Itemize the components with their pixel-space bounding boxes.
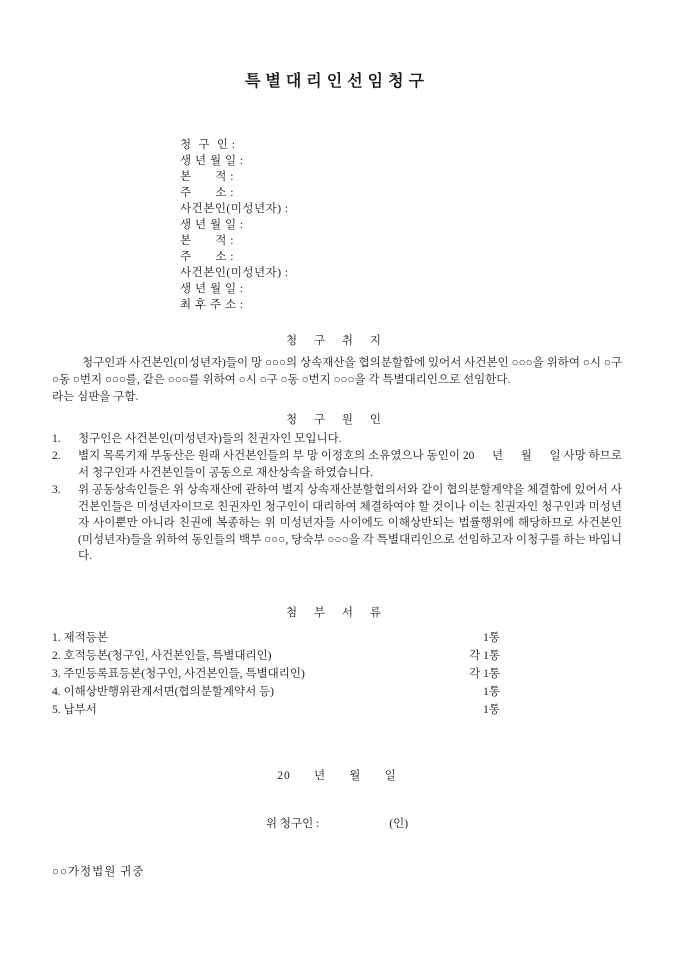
attachment-label: 5. 납부서 (52, 703, 97, 716)
cause-item-text: 위 공동상속인들은 위 상속재산에 관하여 별지 상속재산분할협의서와 같이 협의분할계약을 체결함에 있어서 사건본인들은 미성년자이므로 친권자인 청구인이 대리하여 체결하여야 할 것이나 이는 친권자인 청구인과 미성년자 사이뿐만 아니라 친권에 복종하는 위 미성년자들 사이에도 이해상반되는 법률행위에 해당하므로 사건본인(미성년자)들을 위하여 동인들의 백부 ○○○, 당숙부 ○○○을 각 특별대리인으로 선임하고자 이청구를 하는 바입니다. (78, 484, 622, 562)
attachment-row-2 (52, 647, 622, 665)
field-address-1: 주 소 : (180, 187, 234, 199)
field-birthdate-3: 생 년 월 일 : (180, 283, 244, 295)
attachment-count: 1통 (483, 685, 500, 698)
cause-item-number: 3. (52, 484, 61, 496)
cause-item-1 (52, 431, 622, 448)
attachment-row-1 (52, 629, 622, 647)
attachment-count: 각 1통 (469, 649, 500, 662)
party-fields-block (180, 137, 622, 313)
cause-item-text: 청구인은 사건본인(미성년자)들의 친권자인 모입니다. (78, 432, 342, 445)
attachment-label: 3. 주민등록표등본(청구인, 사건본인들, 특별대리인) (52, 667, 305, 680)
court-name: ○○가정법원 귀중 (52, 865, 145, 878)
purport-body-text: 청구인과 사건본인(미성년자)들이 망 ○○○의 상속재산을 협의분할함에 있어서 사건본인 ○○○을 위하여 ○시 ○구 ○동 ○번지 ○○○를, 같은 ○○○를 위하여 ○시 ○구 ○동 ○번지 ○○○을 각 특별대리인으로 선임한다. (52, 357, 625, 386)
attachment-count: 1통 (483, 631, 500, 644)
field-last-address: 최 후 주 소 : (180, 299, 244, 311)
cause-item-2 (52, 448, 622, 481)
cause-list (52, 431, 622, 565)
cause-item-3 (52, 482, 622, 565)
field-minor-1: 사건본인(미성년자) : (180, 203, 289, 215)
signer-label: 위 청구인 : (265, 817, 320, 830)
document-title: 특별대리인선임청구 (244, 73, 430, 90)
attachments-section-heading: 첨 부 서 류 (285, 606, 389, 619)
field-birthdate-2: 생 년 월 일 : (180, 219, 244, 231)
purport-closing-text: 라는 심판을 구함. (52, 391, 139, 403)
field-registry-2: 본 적 : (180, 235, 234, 247)
attachment-row-4 (52, 683, 622, 701)
cause-item-number: 1. (52, 432, 61, 445)
field-birthdate-1: 생 년 월 일 : (180, 155, 244, 167)
field-petitioner: 청 구 인 : (180, 139, 236, 151)
attachments-list (52, 629, 622, 719)
attachment-label: 4. 이해상반행위관계서면(협의분할계약서 등) (52, 685, 274, 698)
field-minor-2: 사건본인(미성년자) : (180, 267, 289, 279)
field-registry-1: 본 적 : (180, 171, 234, 183)
attachment-label: 1. 제적등본 (52, 631, 108, 644)
field-address-2: 주 소 : (180, 251, 234, 263)
date-line: 20 년 월 일 (277, 769, 397, 782)
attachment-count: 각 1통 (469, 667, 500, 680)
attachment-label: 2. 호적등본(청구인, 사건본인들, 특별대리인) (52, 649, 272, 662)
purport-section-heading: 청 구 취 지 (285, 335, 389, 347)
attachment-count: 1통 (483, 703, 500, 716)
cause-section-heading: 청 구 원 인 (285, 413, 389, 426)
signature-line (52, 815, 622, 831)
cause-item-text: 별지 목록기재 부동산은 원래 사건본인들의 부 망 이정호의 소유였으나 동인이 20 년 월 일 사망 하므로서 청구인과 사건본인들이 공동으로 재산상속을 하였습니다. (78, 450, 622, 479)
seal-placeholder: (인) (389, 817, 409, 830)
cause-item-number: 2. (52, 450, 61, 462)
attachment-row-5 (52, 701, 622, 719)
attachment-row-3 (52, 665, 622, 683)
